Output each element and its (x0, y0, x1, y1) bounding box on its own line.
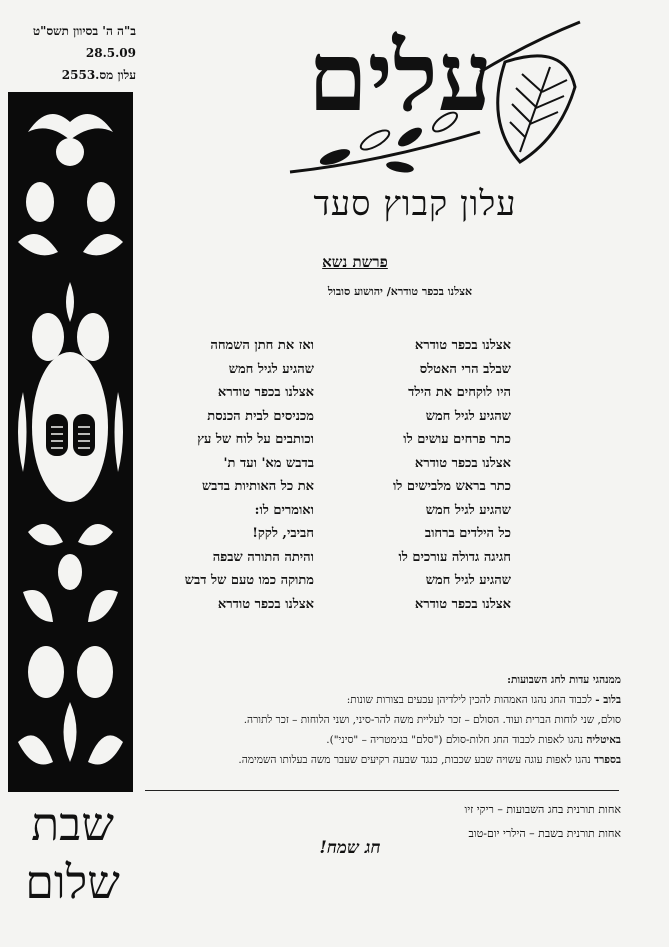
hebrew-date: ב"ה ה' בסיוון תשס"ט (32, 24, 136, 38)
customs-text: נהגו לאפות לכבוד החג חלות-סולם ("סלם" בגימטריה – "סיני"). (326, 734, 587, 746)
poem-line: מכניסים לבית הכנסת (207, 408, 314, 424)
poem-line: שבלב הרי האטלס (419, 361, 511, 377)
poem-line: אצלנו בכפר טודרא (217, 385, 314, 400)
poem-line: אצלנו בכפר טודרא (414, 596, 511, 612)
customs-text: נהגו לאפות עוגה עשויה שבע שכבות, כנגד שבעה רקיעים שעבר משה בעלותו השמימה. (238, 754, 595, 766)
poem-line: מתוקה כמו טעם של דבש (184, 573, 314, 588)
shabbat-word: שבת (31, 797, 114, 851)
logo (280, 12, 590, 182)
poem-line: את כל האותיות בדבש (201, 479, 314, 494)
civil-date: 28.5.09 (85, 46, 136, 60)
poem-line: שהגיע לגיל חמש (228, 361, 314, 377)
customs-line (150, 750, 621, 770)
poem-line: שהגיע לגיל חמש (425, 573, 511, 588)
customs-text: סולם, שני לוחות הברית ועוד. הסולם – זכר לעליית משה להר-סיני, ושני הלוחות – זכר לתורה. (243, 714, 621, 726)
parasha-title: פרשת נשא (322, 253, 388, 271)
duty-line: אחות תורנית בשבת – הילרי יום-טוב (468, 827, 621, 840)
customs-text: לכבוד החג נהגו האמהות להכין לילדיהן עכעים בצורות שונות: (346, 694, 596, 706)
poem-line: בדבש מא' ועד ת' (223, 455, 314, 471)
customs-line (150, 730, 621, 750)
decorative-papercut-band (8, 92, 133, 792)
poem-line: אצלנו בכפר טודרא (217, 596, 314, 612)
poem-column-left (134, 334, 314, 616)
logo-wordmark: עלים (307, 20, 493, 133)
poem-line: ואומרים לו: (254, 502, 314, 518)
issue-number: עלון מס.2553 (61, 68, 136, 82)
poem-line: אצלנו בכפר טודרא (414, 455, 511, 471)
duty-line: אחות תורנית בחג השבועות – ריקי זיו (464, 803, 621, 816)
poem-line: אצלנו בכפר טודרא (414, 338, 511, 353)
customs-line (150, 710, 621, 730)
customs-line (150, 690, 621, 710)
poem-column-right (311, 334, 511, 616)
divider (145, 790, 619, 791)
poem-line: ואז את חתן השמחה (210, 338, 314, 353)
customs-lead: בספרד (594, 754, 621, 766)
poem-line: וכותבים על לוח של עץ (197, 432, 314, 447)
customs-lead: בלוב - (595, 694, 621, 706)
shavuot-customs (150, 670, 621, 770)
poem-line: כל הילדים ברחוב (424, 526, 511, 541)
poem-line: שהגיע לגיל חמש (425, 502, 511, 518)
poem-line: היו לוקחים את הילד (408, 385, 511, 400)
shabbat-shalom (0, 795, 145, 911)
newsletter-subtitle: עלון קבוץ סעד (313, 184, 517, 224)
poem-credit: אצלנו בכפר טודרא/ יהושוע סובול (327, 285, 473, 298)
poem-line: והיתה התורה שבפה (212, 549, 314, 565)
poem-line: כתר בראש מלבישים לו (392, 479, 511, 494)
issue-header (11, 20, 136, 86)
poem-line: חביבי, לקק! (252, 526, 314, 541)
shalom-word: שלום (25, 855, 120, 909)
leaf-branch-icon (280, 12, 590, 182)
poem-line: כתר פרחים עושים לו (403, 432, 511, 447)
customs-heading: ממנהגי עדות לחג השבועות: (507, 674, 621, 686)
poem-line: שהגיע לגיל חמש (425, 408, 511, 424)
customs-lead: באיטליה (586, 734, 621, 746)
holiday-greeting: חג שמח! (319, 838, 381, 858)
poem-line: חגיגה גדולה עורכים לו (398, 549, 511, 565)
